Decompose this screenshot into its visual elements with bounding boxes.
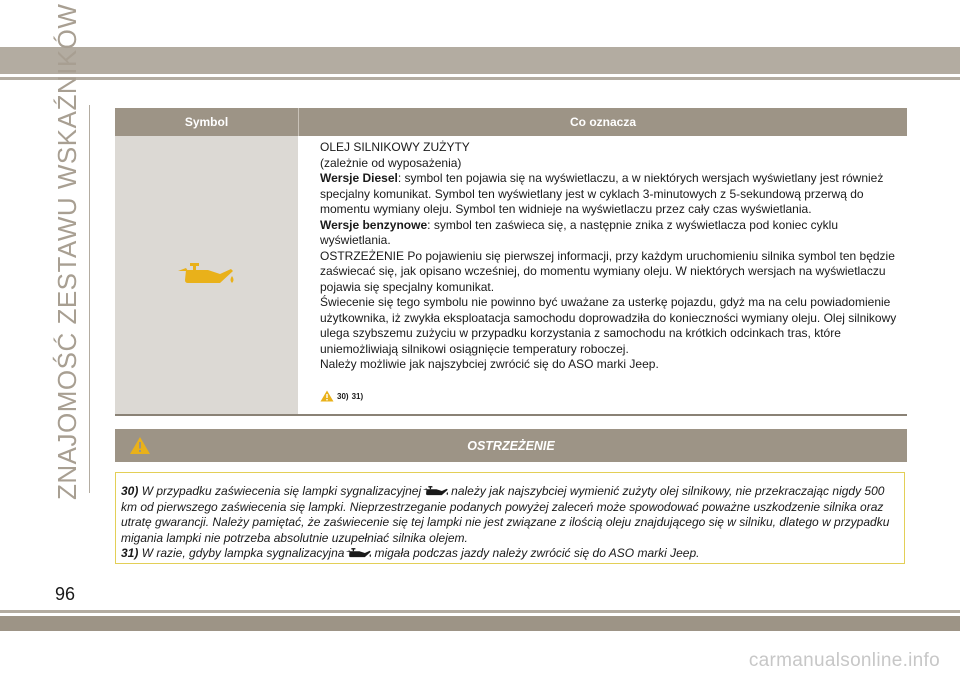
aso-paragraph: Należy możliwie jak najszybciej zwrócić się do ASO marki Jeep. xyxy=(320,357,659,371)
oil-can-icon xyxy=(345,547,373,560)
note-text: W razie, gdyby lampka sygnalizacyjna xyxy=(141,546,345,560)
lighting-paragraph: Świecenie się tego symbolu nie powinno być uważane za usterkę pojazdu, gdyż ma na celu powiadomienie użytkownika, iż zwykła eksploatacja samochodu doprowadziła do konieczności wymiany oleju. Olej silnikowy ulega szybszemu zużyciu w przypadku korzystania z samochodu na krótkich odcinkach tras, które uniemożliwiają silnikowi osiągnięcie temperatury roboczej. xyxy=(320,295,897,356)
indicator-title: OLEJ SILNIKOWY ZUŻYTY xyxy=(320,140,470,154)
petrol-text: : symbol ten zaświeca się, a następnie znika z wyświetlacza pod koniec cyklu wyświetlania. xyxy=(320,217,839,247)
warning-box xyxy=(115,472,905,564)
warning-refs xyxy=(320,389,899,405)
bottom-band xyxy=(0,616,960,631)
header-symbol: Symbol xyxy=(115,108,299,136)
note-text: W przypadku zaświecenia się lampki sygnalizacyjnej xyxy=(141,484,422,498)
symbol-cell xyxy=(115,136,298,414)
bottom-rule xyxy=(0,610,960,613)
meaning-cell xyxy=(298,136,907,414)
top-band xyxy=(0,47,960,74)
header-meaning: Co oznacza xyxy=(569,115,636,129)
diesel-label: Wersje Diesel xyxy=(320,171,398,185)
page-number: 96 xyxy=(55,584,76,604)
warning-header xyxy=(115,429,907,462)
table-header xyxy=(115,108,907,136)
side-rule xyxy=(89,105,90,493)
note-text: migała podczas jazdy należy zwrócić się do ASO marki Jeep. xyxy=(374,546,700,560)
note-text: należy jak najszybciej wymienić zużyty olej silnikowy, nie przekraczając nigdy 500 km od pierwszego zaświecenia się lampki. Nieprzestrzeganie podanych powyżej zaleceń może spowodować poważne uszkodzenie silnika oraz utratę gwarancji. Należy pamiętać, że zaświecenie się tej lampki nie jest związane z ilością oleju znajdującego się w silniku, dlatego w przypadku migania lampki nie potrzeba absolutnie uzupełniać silnika olejem. xyxy=(121,484,890,545)
ref-link[interactable]: 31) xyxy=(351,391,364,401)
petrol-paragraph xyxy=(320,218,899,249)
symbol-table xyxy=(115,108,907,416)
availability-note: (zależnie od wyposażenia) xyxy=(320,155,462,170)
diesel-text: : symbol ten pojawia się na wyświetlaczu, a w niektórych wersjach wyświetlany jest również specjalny komunikat. Symbol ten wyświetlany jest w cyklach 3-minutowych z 5-sekundową przerwą do momentu wymiany oleju. Symbol ten widnieje na wyświetlaczu przez cały czas wyświetlania. xyxy=(320,171,884,216)
note-number: 30) xyxy=(121,484,139,498)
watermark: carmanualsonline.info xyxy=(748,650,940,671)
warning-title: OSTRZEŻENIE xyxy=(467,438,555,453)
warning-triangle-icon xyxy=(320,390,334,402)
table-row xyxy=(115,136,907,416)
warning-paragraph: OSTRZEŻENIE Po pojawieniu się pierwszej informacji, przy każdym uruchomieniu silnika symbol ten będzie zaświecać się, jak opisano wcześniej, do momentu wymiany oleju. W niektórych wersjach na wyświetlaczu pojawia się specjalny komunikat. xyxy=(320,248,895,294)
section-title: ZNAJOMOŚĆ ZESTAWU WSKAŹNIKÓW xyxy=(52,3,82,500)
diesel-paragraph xyxy=(320,171,899,218)
warning-triangle-icon xyxy=(129,436,151,455)
petrol-label: Wersje benzynowe xyxy=(320,217,428,232)
warning-note-31 xyxy=(121,546,900,562)
oil-can-icon xyxy=(422,485,450,498)
warning-note-30 xyxy=(121,484,900,546)
note-number: 31) xyxy=(121,546,139,560)
top-rule xyxy=(0,77,960,80)
oil-can-icon xyxy=(176,261,238,289)
ref-link[interactable]: 30) xyxy=(337,391,349,401)
